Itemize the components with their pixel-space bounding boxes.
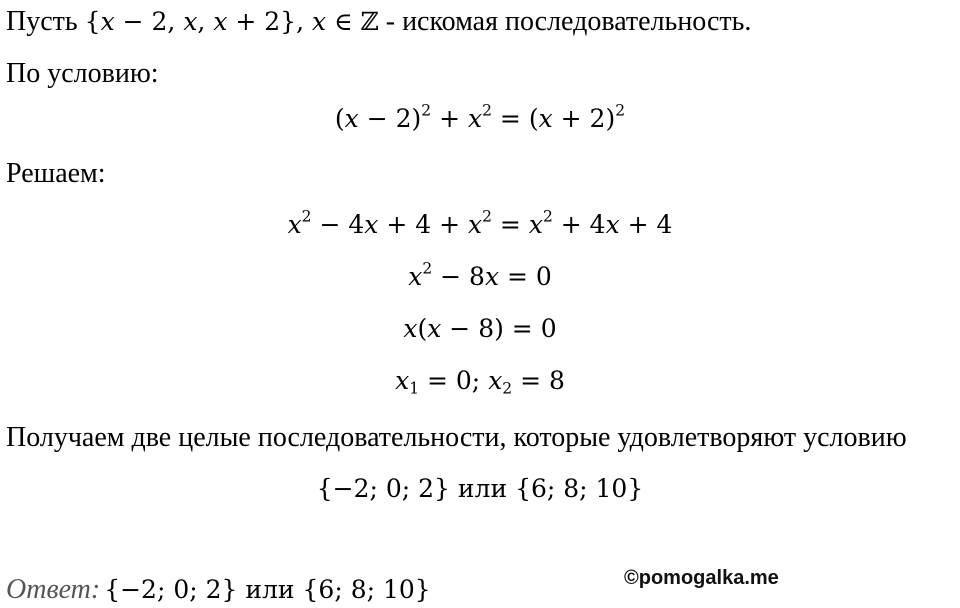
intro-line	[6, 8, 751, 36]
solution-step-4: $x_1 = 0$; $x_2 = 8$	[395, 366, 565, 398]
condition-label: По условию:	[6, 58, 159, 89]
condition-equation: $(x - 2)^2 + x^2 = (x + 2)^2$	[334, 101, 626, 133]
intro-suffix: - искомая последовательность.	[378, 6, 752, 37]
site-watermark: ©pomogalka.me	[624, 567, 779, 589]
answer-label: Ответ:	[6, 574, 101, 605]
solution-step-2: $x^2 - 8x = 0$	[408, 259, 552, 291]
answer-line	[6, 576, 431, 604]
solve-label: Решаем:	[6, 158, 106, 189]
solution-step-3: x(x − 8) = 0	[403, 314, 557, 343]
result-sets: {−2; 0; 2} или {6; 8; 10}	[316, 474, 644, 503]
result-text: Получаем две целые последовательности, которые удовлетворяют условию	[6, 422, 907, 453]
intro-prefix: Пусть	[6, 6, 85, 37]
answer-value: {−2; 0; 2} или {6; 8; 10}	[104, 575, 431, 604]
solution-step-1: $x^2 - 4x + 4 + x^2 = x^2 + 4x + 4$	[287, 207, 673, 239]
intro-set-math: {x − 2, x, x + 2}, x ∈ ℤ	[84, 7, 379, 36]
